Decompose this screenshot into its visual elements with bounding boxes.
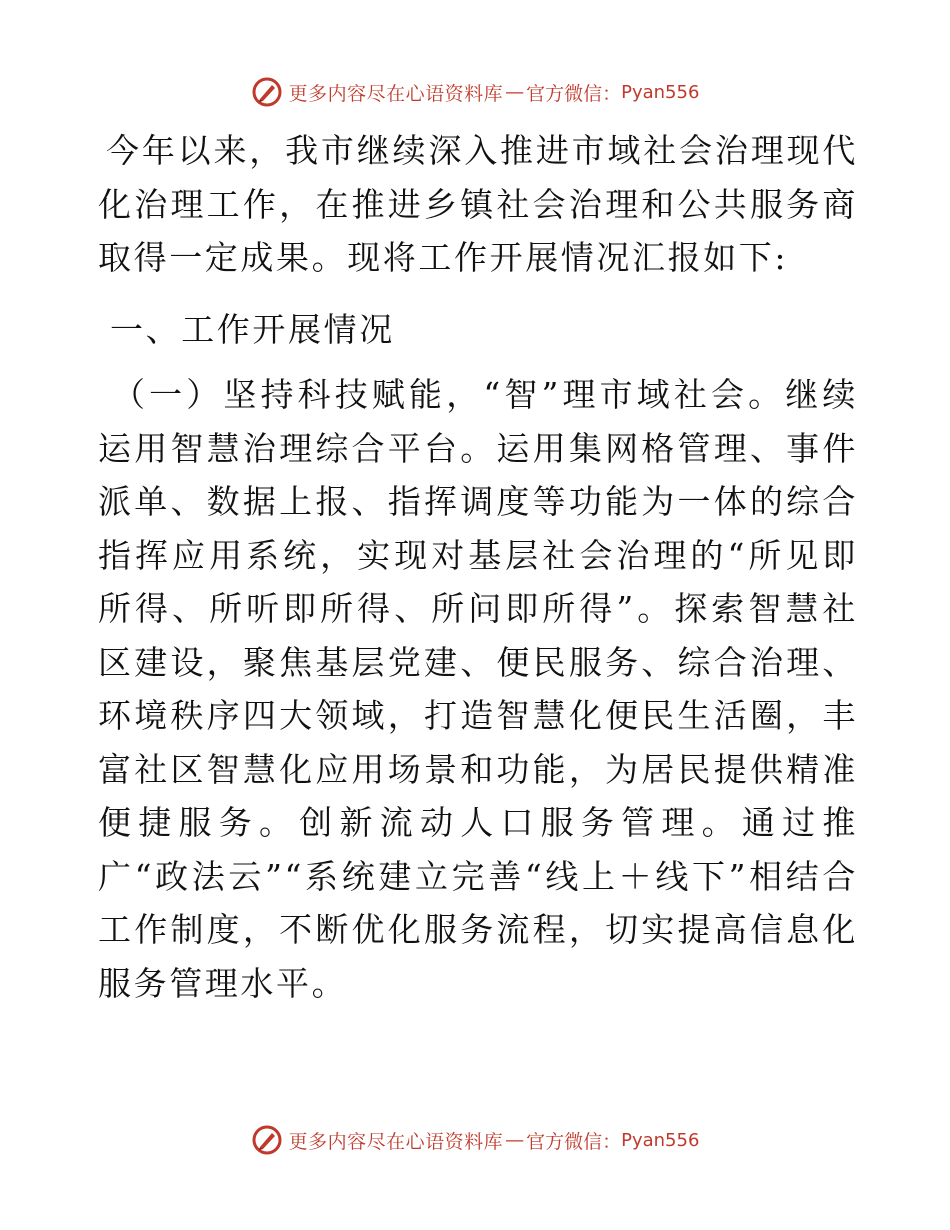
header-watermark bbox=[0, 72, 950, 112]
watermark-dash: — bbox=[505, 1129, 525, 1151]
intro-paragraph: 今年以来，我市继续深入推进市域社会治理现代化治理工作，在推进乡镇社会治理和公共服务商取得一定成果。现将工作开展情况汇报如下: bbox=[98, 131, 858, 277]
red-circle-pen-logo-icon bbox=[251, 76, 283, 108]
watermark-wechat-label: 官方微信： bbox=[526, 1130, 622, 1153]
watermark-dash: — bbox=[505, 81, 525, 103]
footer-watermark bbox=[0, 1120, 950, 1160]
document-body bbox=[98, 124, 858, 1010]
watermark-wechat-id: Pyan556 bbox=[621, 1129, 700, 1151]
watermark-text: 更多内容尽在心语资料库 bbox=[288, 1130, 504, 1153]
section-heading: 一、工作开展情况 bbox=[110, 309, 395, 349]
watermark-wechat-id: Pyan556 bbox=[621, 81, 700, 103]
red-circle-pen-logo-icon bbox=[251, 1124, 283, 1156]
watermark-text: 更多内容尽在心语资料库 bbox=[288, 82, 504, 105]
watermark-wechat-label: 官方微信： bbox=[526, 82, 622, 105]
subsection-paragraph: （一）坚持科技赋能，“智”理市域社会。继续运用智慧治理综合平台。运用集网格管理、事件派单、数据上报、指挥调度等功能为一体的综合指挥应用系统，实现对基层社会治理的“所见即所得、所听即所得、所问即所得”。探索智慧社区建设，聚焦基层党建、便民服务、综合治理、环境秩序四大领域，打造智慧化便民生活圈，丰富社区智慧化应用场景和功能，为居民提供精准便捷服务。创新流动人口服务管理。通过推广“政法云”“系统建立完善“线上＋线下”相结合工作制度，不断优化服务流程，切实提高信息化服务管理水平。 bbox=[98, 375, 858, 1003]
